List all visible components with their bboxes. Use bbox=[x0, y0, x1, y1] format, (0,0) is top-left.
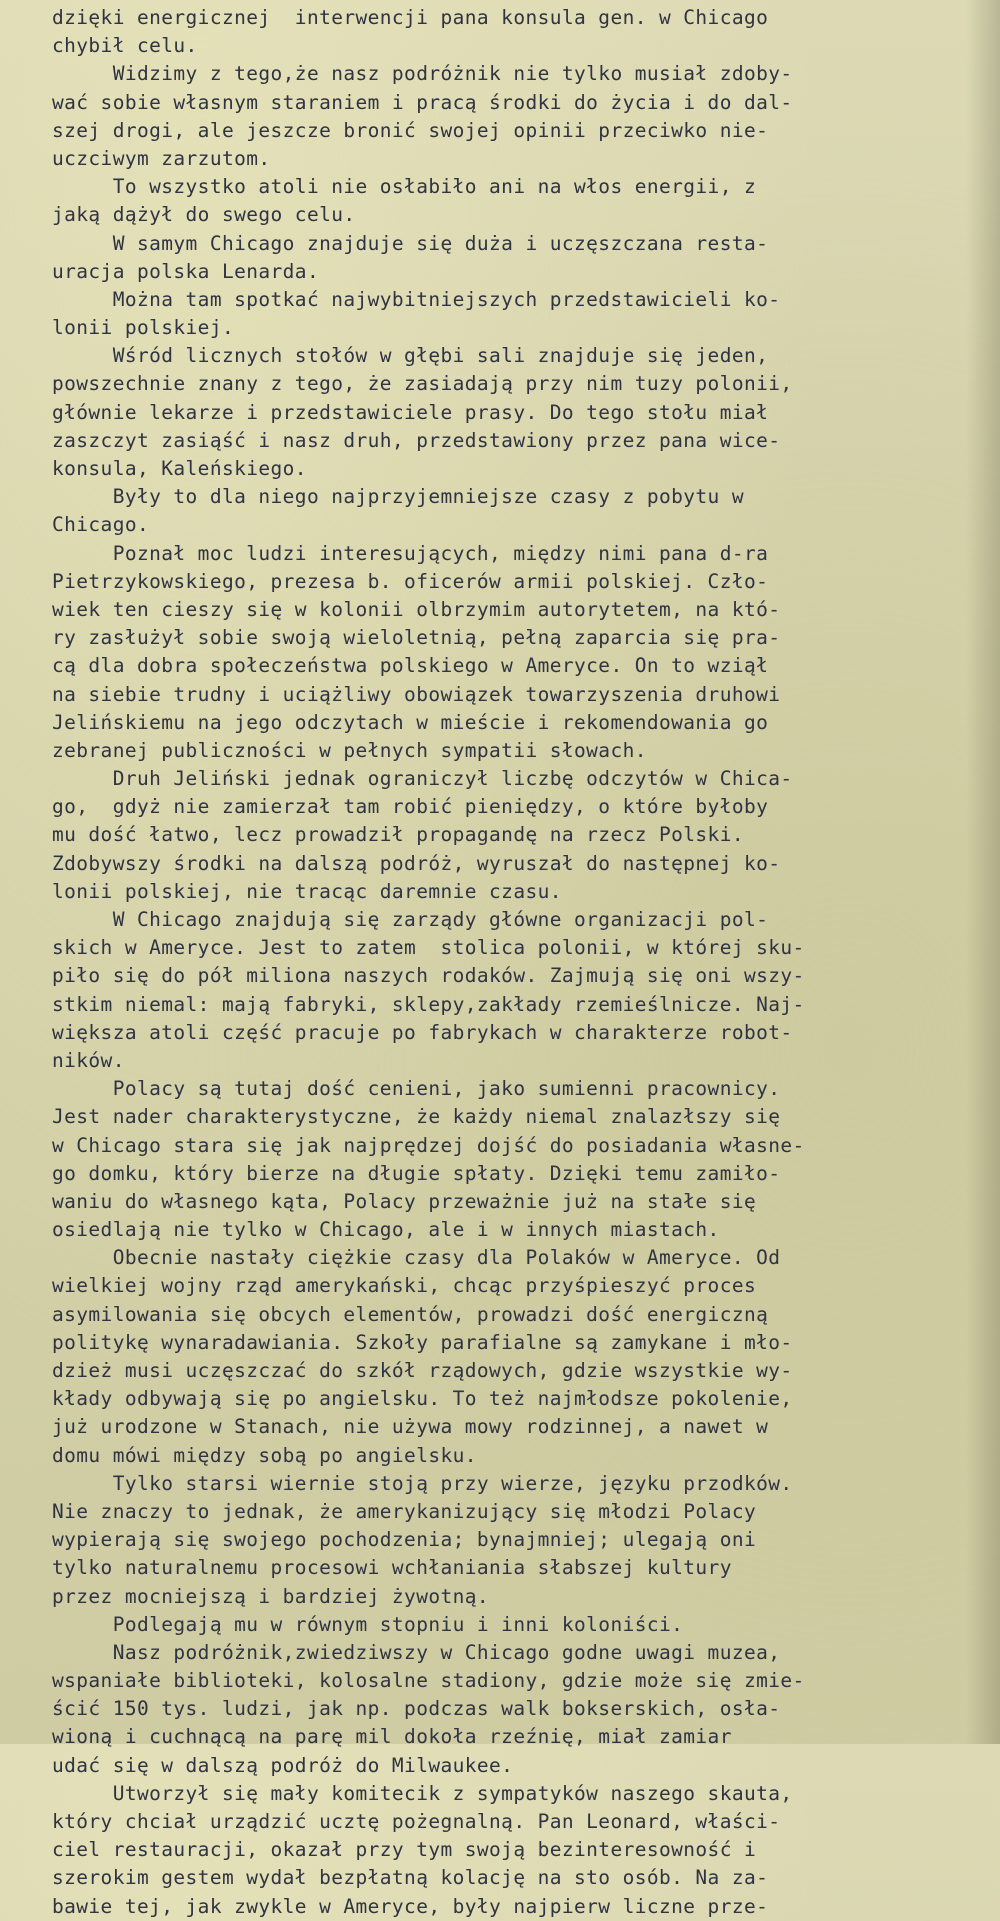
text-line: To wszystko atoli nie osłabiło ani na włos energii, z bbox=[52, 175, 757, 199]
text-line: Były to dla niego najprzyjemniejsze czasy z pobytu w bbox=[52, 485, 744, 509]
text-line: większa atoli część pracuje po fabrykach w charakterze robot- bbox=[52, 1020, 793, 1044]
text-line: Jest nader charakterystyczne, że każdy niemal znalazłszy się bbox=[52, 1105, 781, 1129]
text-line: Wśród licznych stołów w głębi sali znajduje się jeden, bbox=[52, 344, 769, 368]
text-line: W samym Chicago znajduje się duża i uczęszczana resta- bbox=[52, 231, 769, 255]
text-body bbox=[52, 4, 960, 1921]
text-line: piło się do pół miliona naszych rodaków. Zajmują się oni wszy- bbox=[52, 964, 805, 988]
text-line: lonii polskiej, nie tracąc daremnie czasu. bbox=[52, 879, 562, 903]
text-line: kłady odbywają się po angielsku. To też najmłodsze pokolenie, bbox=[52, 1387, 793, 1411]
text-line: asymilowania się obcych elementów, prowadzi dość energiczną bbox=[52, 1302, 769, 1326]
text-line: przez mocniejszą i bardziej żywotną. bbox=[52, 1584, 490, 1608]
text-line: powszechnie znany z tego, że zasiadają przy nim tuzy polonii, bbox=[52, 372, 793, 396]
text-line: jaką dążył do swego celu. bbox=[52, 203, 356, 227]
text-line: Tylko starsi wiernie stoją przy wierze, języku przodków. bbox=[52, 1471, 793, 1495]
text-line: wypierają się swojego pochodzenia; bynajmniej; ulegają oni bbox=[52, 1528, 757, 1552]
text-line: ników. bbox=[52, 1048, 125, 1072]
text-line: już urodzone w Stanach, nie używa mowy rodzinnej, a nawet w bbox=[52, 1415, 769, 1439]
text-line: Nasz podróżnik,zwiedziwszy w Chicago godne uwagi muzea, bbox=[52, 1640, 781, 1664]
text-line: stkim niemal: mają fabryki, sklepy,zakłady rzemieślnicze. Naj- bbox=[52, 992, 805, 1016]
text-line: Można tam spotkać najwybitniejszych przedstawicieli ko- bbox=[52, 287, 781, 311]
text-line: Jelińskiemu na jego odczytach w mieście i rekomendowania go bbox=[52, 710, 769, 734]
text-line: głównie lekarze i przedstawiciele prasy. Do tego stołu miał bbox=[52, 400, 769, 424]
text-line: osiedlają nie tylko w Chicago, ale i w innych miastach. bbox=[52, 1218, 720, 1242]
text-line: konsula, Kaleńskiego. bbox=[52, 457, 307, 480]
text-line: Obecnie nastały ciężkie czasy dla Polaków w Ameryce. Od bbox=[52, 1246, 781, 1270]
text-line: który chciał urządzić ucztę pożegnalną. Pan Leonard, właści- bbox=[52, 1810, 781, 1833]
text-line: dzież musi uczęszczać do szkół rządowych, gdzie wszystkie wy- bbox=[52, 1359, 793, 1382]
text-line: Widzimy z tego,że nasz podróżnik nie tylko musiał zdoby- bbox=[52, 62, 793, 86]
text-line: Polacy są tutaj dość cenieni, jako sumienni pracownicy. bbox=[52, 1077, 781, 1101]
text-line: wiek ten cieszy się w kolonii olbrzymim autorytetem, na któ- bbox=[52, 597, 781, 621]
text-line: Utworzył się mały komitecik z sympatyków naszego skauta, bbox=[52, 1781, 793, 1805]
text-line: dzięki energicznej interwencji pana konsula gen. w Chicago bbox=[52, 6, 769, 29]
text-line: na siebie trudny i uciążliwy obowiązek towarzyszenia druhowi bbox=[52, 682, 781, 706]
text-line: waniu do własnego kąta, Polacy przeważnie już na stałe się bbox=[52, 1189, 757, 1213]
text-line: uczciwym zarzutom. bbox=[52, 146, 271, 170]
text-line: wać sobie własnym staraniem i pracą środki do życia i do dal- bbox=[52, 90, 793, 114]
text-line: zaszczyt zasiąść i nasz druh, przedstawiony przez pana wice- bbox=[52, 428, 781, 452]
text-line: lonii polskiej. bbox=[52, 316, 235, 340]
text-line: Druh Jeliński jednak ograniczył liczbę odczytów w Chica- bbox=[52, 767, 793, 791]
text-line: wioną i cuchnącą na parę mil dokoła rzeźnię, miał zamiar bbox=[52, 1725, 732, 1749]
text-line: skich w Ameryce. Jest to zatem stolica polonii, w której sku- bbox=[52, 936, 805, 960]
text-line: politykę wynaradawiania. Szkoły parafialne są zamykane i mło- bbox=[52, 1330, 793, 1354]
text-line: go, gdyż nie zamierzał tam robić pieniędzy, o które byłoby bbox=[52, 795, 769, 819]
text-line: Poznał moc ludzi interesujących, między nimi pana d-ra bbox=[52, 541, 769, 565]
text-line: uracja polska Lenarda. bbox=[52, 259, 320, 283]
text-line: go domku, który bierze na długie spłaty. Dzięki temu zamiło- bbox=[52, 1161, 781, 1185]
text-line: Zdobywszy środki na dalszą podróż, wyruszał do następnej ko- bbox=[52, 851, 781, 875]
page-edge-shadow bbox=[966, 0, 1000, 1744]
text-line: W Chicago znajdują się zarządy główne organizacji pol- bbox=[52, 908, 769, 931]
text-line: cą dla dobra społeczeństwa polskiego w Ameryce. On to wziął bbox=[52, 654, 769, 678]
text-line: Podlegają mu w równym stopniu i inni koloniści. bbox=[52, 1612, 684, 1636]
text-line: ścić 150 tys. ludzi, jak np. podczas walk bokserskich, osła- bbox=[52, 1697, 781, 1721]
text-line: wspaniałe biblioteki, kolosalne stadiony, gdzie może się zmie- bbox=[52, 1669, 805, 1693]
text-line: bawie tej, jak zwykle w Ameryce, były najpierw liczne prze- bbox=[52, 1894, 769, 1918]
text-line: ry zasłużył sobie swoją wieloletnią, pełną zaparcia się pra- bbox=[52, 626, 781, 650]
text-line: szerokim gestem wydał bezpłatną kolację na sto osób. Na za- bbox=[52, 1866, 769, 1890]
text-line: szej drogi, ale jeszcze bronić swojej opinii przeciwko nie- bbox=[52, 118, 769, 142]
text-line: Nie znaczy to jednak, że amerykanizujący się młodzi Polacy bbox=[52, 1499, 757, 1523]
text-line: tylko naturalnemu procesowi wchłaniania słabszej kultury bbox=[52, 1556, 732, 1580]
text-line: ciel restauracji, okazał przy tym swoją bezinteresowność i bbox=[52, 1838, 757, 1862]
text-line: chybił celu. bbox=[52, 34, 198, 58]
text-line: mu dość łatwo, lecz prowadził propagandę na rzecz Polski. bbox=[52, 823, 744, 847]
text-line: Chicago. bbox=[52, 513, 150, 537]
text-line: Pietrzykowskiego, prezesa b. oficerów armii polskiej. Czło- bbox=[52, 569, 769, 593]
text-line: w Chicago stara się jak najprędzej dojść do posiadania własne- bbox=[52, 1133, 805, 1157]
text-line: zebranej publiczności w pełnych sympatii słowach. bbox=[52, 738, 647, 762]
text-line: wielkiej wojny rząd amerykański, chcąc przyśpieszyć proces bbox=[52, 1274, 757, 1298]
text-line: domu mówi między sobą po angielsku. bbox=[52, 1443, 477, 1467]
text-line: udać się w dalszą podróż do Milwaukee. bbox=[52, 1753, 514, 1777]
